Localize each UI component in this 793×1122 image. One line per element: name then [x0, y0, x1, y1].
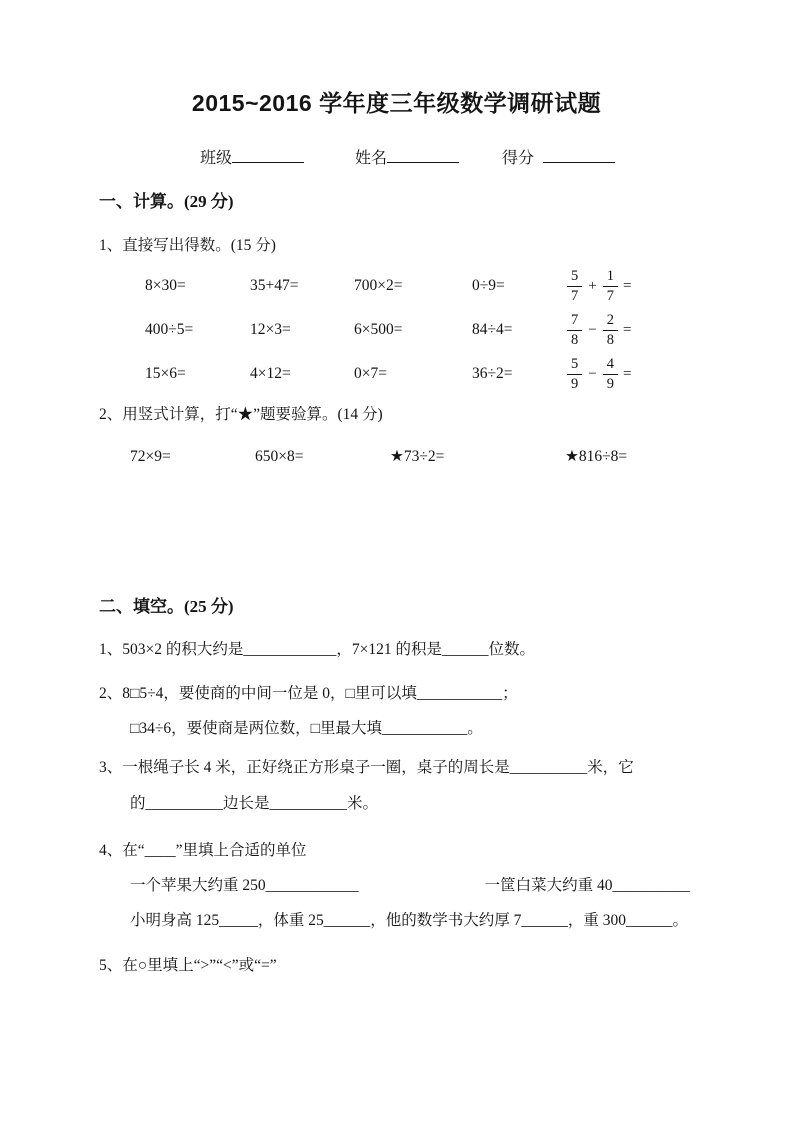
calc-item: 12×3= — [250, 321, 291, 338]
cabbage-weight-item: 一筐白菜大约重 40__________ — [484, 877, 690, 894]
vertical-calc-item: 650×8= — [255, 448, 304, 465]
calculation-workspace — [99, 467, 694, 595]
fraction-problem-1 — [567, 268, 631, 303]
equals-sign: = — [622, 365, 632, 382]
name-label: 姓名 — [355, 150, 388, 167]
vertical-calc-item: ★816÷8= — [565, 448, 628, 465]
student-info-row — [99, 148, 694, 170]
apple-weight-item: 一个苹果大约重 250____________ — [130, 877, 359, 894]
fraction: $\frac{1}{7}$ — [603, 268, 618, 303]
section1-heading: 一、计算。(29 分) — [99, 192, 234, 211]
score-label: 得分 — [502, 150, 535, 167]
fraction: $\frac{2}{8}$ — [603, 312, 618, 347]
class-blank-line — [232, 149, 304, 163]
section1-q1-instruction: 1、直接写出得数。(15 分) — [99, 237, 276, 254]
calc-row-3 — [99, 352, 694, 396]
fill-blank-q4-xiaoming-line: 小明身高 125_____，体重 25______，他的数学书大约厚 7______，重 300______。 — [130, 912, 689, 929]
section2-heading: 二、填空。(25 分) — [99, 597, 234, 616]
operator: + — [588, 277, 597, 294]
fraction: $\frac{5}{9}$ — [567, 356, 582, 391]
fill-blank-q2-line2: □34÷6，要使商是两位数，□里最大填___________。 — [130, 720, 483, 737]
vertical-calc-item: ★73÷2= — [390, 448, 445, 465]
fraction: $\frac{5}{7}$ — [567, 268, 582, 303]
fraction: $\frac{7}{8}$ — [567, 312, 582, 347]
fill-blank-q4-units-row — [99, 875, 694, 896]
fraction: $\frac{4}{9}$ — [603, 356, 618, 391]
score-blank-line — [543, 149, 615, 163]
calc-item: 0×7= — [354, 365, 387, 382]
operator: − — [588, 365, 597, 382]
score-field — [502, 148, 615, 170]
mental-math-grid — [99, 264, 694, 396]
calc-row-1 — [99, 264, 694, 308]
calc-item: 36÷2= — [472, 365, 513, 382]
vertical-calc-item: 72×9= — [130, 448, 171, 465]
calc-item: 0÷9= — [472, 277, 505, 294]
fill-blank-q1: 1、503×2 的积大约是____________，7×121 的积是______位数。 — [99, 641, 535, 658]
calc-item: 8×30= — [145, 277, 186, 294]
calc-item: 400÷5= — [145, 321, 194, 338]
equals-sign: = — [622, 321, 632, 338]
fraction-problem-3 — [567, 356, 631, 391]
fill-blank-q5: 5、在○里填上“>”“<”或“=” — [99, 957, 277, 974]
class-field — [200, 148, 304, 170]
calc-item: 15×6= — [145, 365, 186, 382]
calc-item: 6×500= — [354, 321, 403, 338]
equals-sign: = — [622, 277, 632, 294]
calc-item: 700×2= — [354, 277, 403, 294]
fill-blank-q4-instruction: 4、在“____”里填上合适的单位 — [99, 842, 307, 859]
vertical-calculation-problems — [99, 447, 694, 467]
name-field — [355, 148, 459, 170]
page-title: 2015~2016 学年度三年级数学调研试题 — [191, 90, 602, 116]
name-blank-line — [387, 149, 459, 163]
fill-blank-q3-line2: 的__________边长是__________米。 — [130, 795, 379, 812]
operator: − — [588, 321, 597, 338]
calc-item: 35+47= — [250, 277, 299, 294]
section1-q2-instruction: 2、用竖式计算，打“★”题要验算。(14 分) — [99, 406, 383, 423]
fill-blank-q3-line1: 3、一根绳子长 4 米，正好绕正方形桌子一圈，桌子的周长是__________米，它 — [99, 759, 634, 776]
calc-item: 4×12= — [250, 365, 291, 382]
fill-blank-q2-line1: 2、8□5÷4，要使商的中间一位是 0，□里可以填___________； — [99, 685, 518, 702]
page-content — [99, 0, 694, 976]
calc-item: 84÷4= — [472, 321, 513, 338]
fraction-problem-2 — [567, 312, 631, 347]
calc-row-2 — [99, 308, 694, 352]
class-label: 班级 — [200, 150, 233, 167]
